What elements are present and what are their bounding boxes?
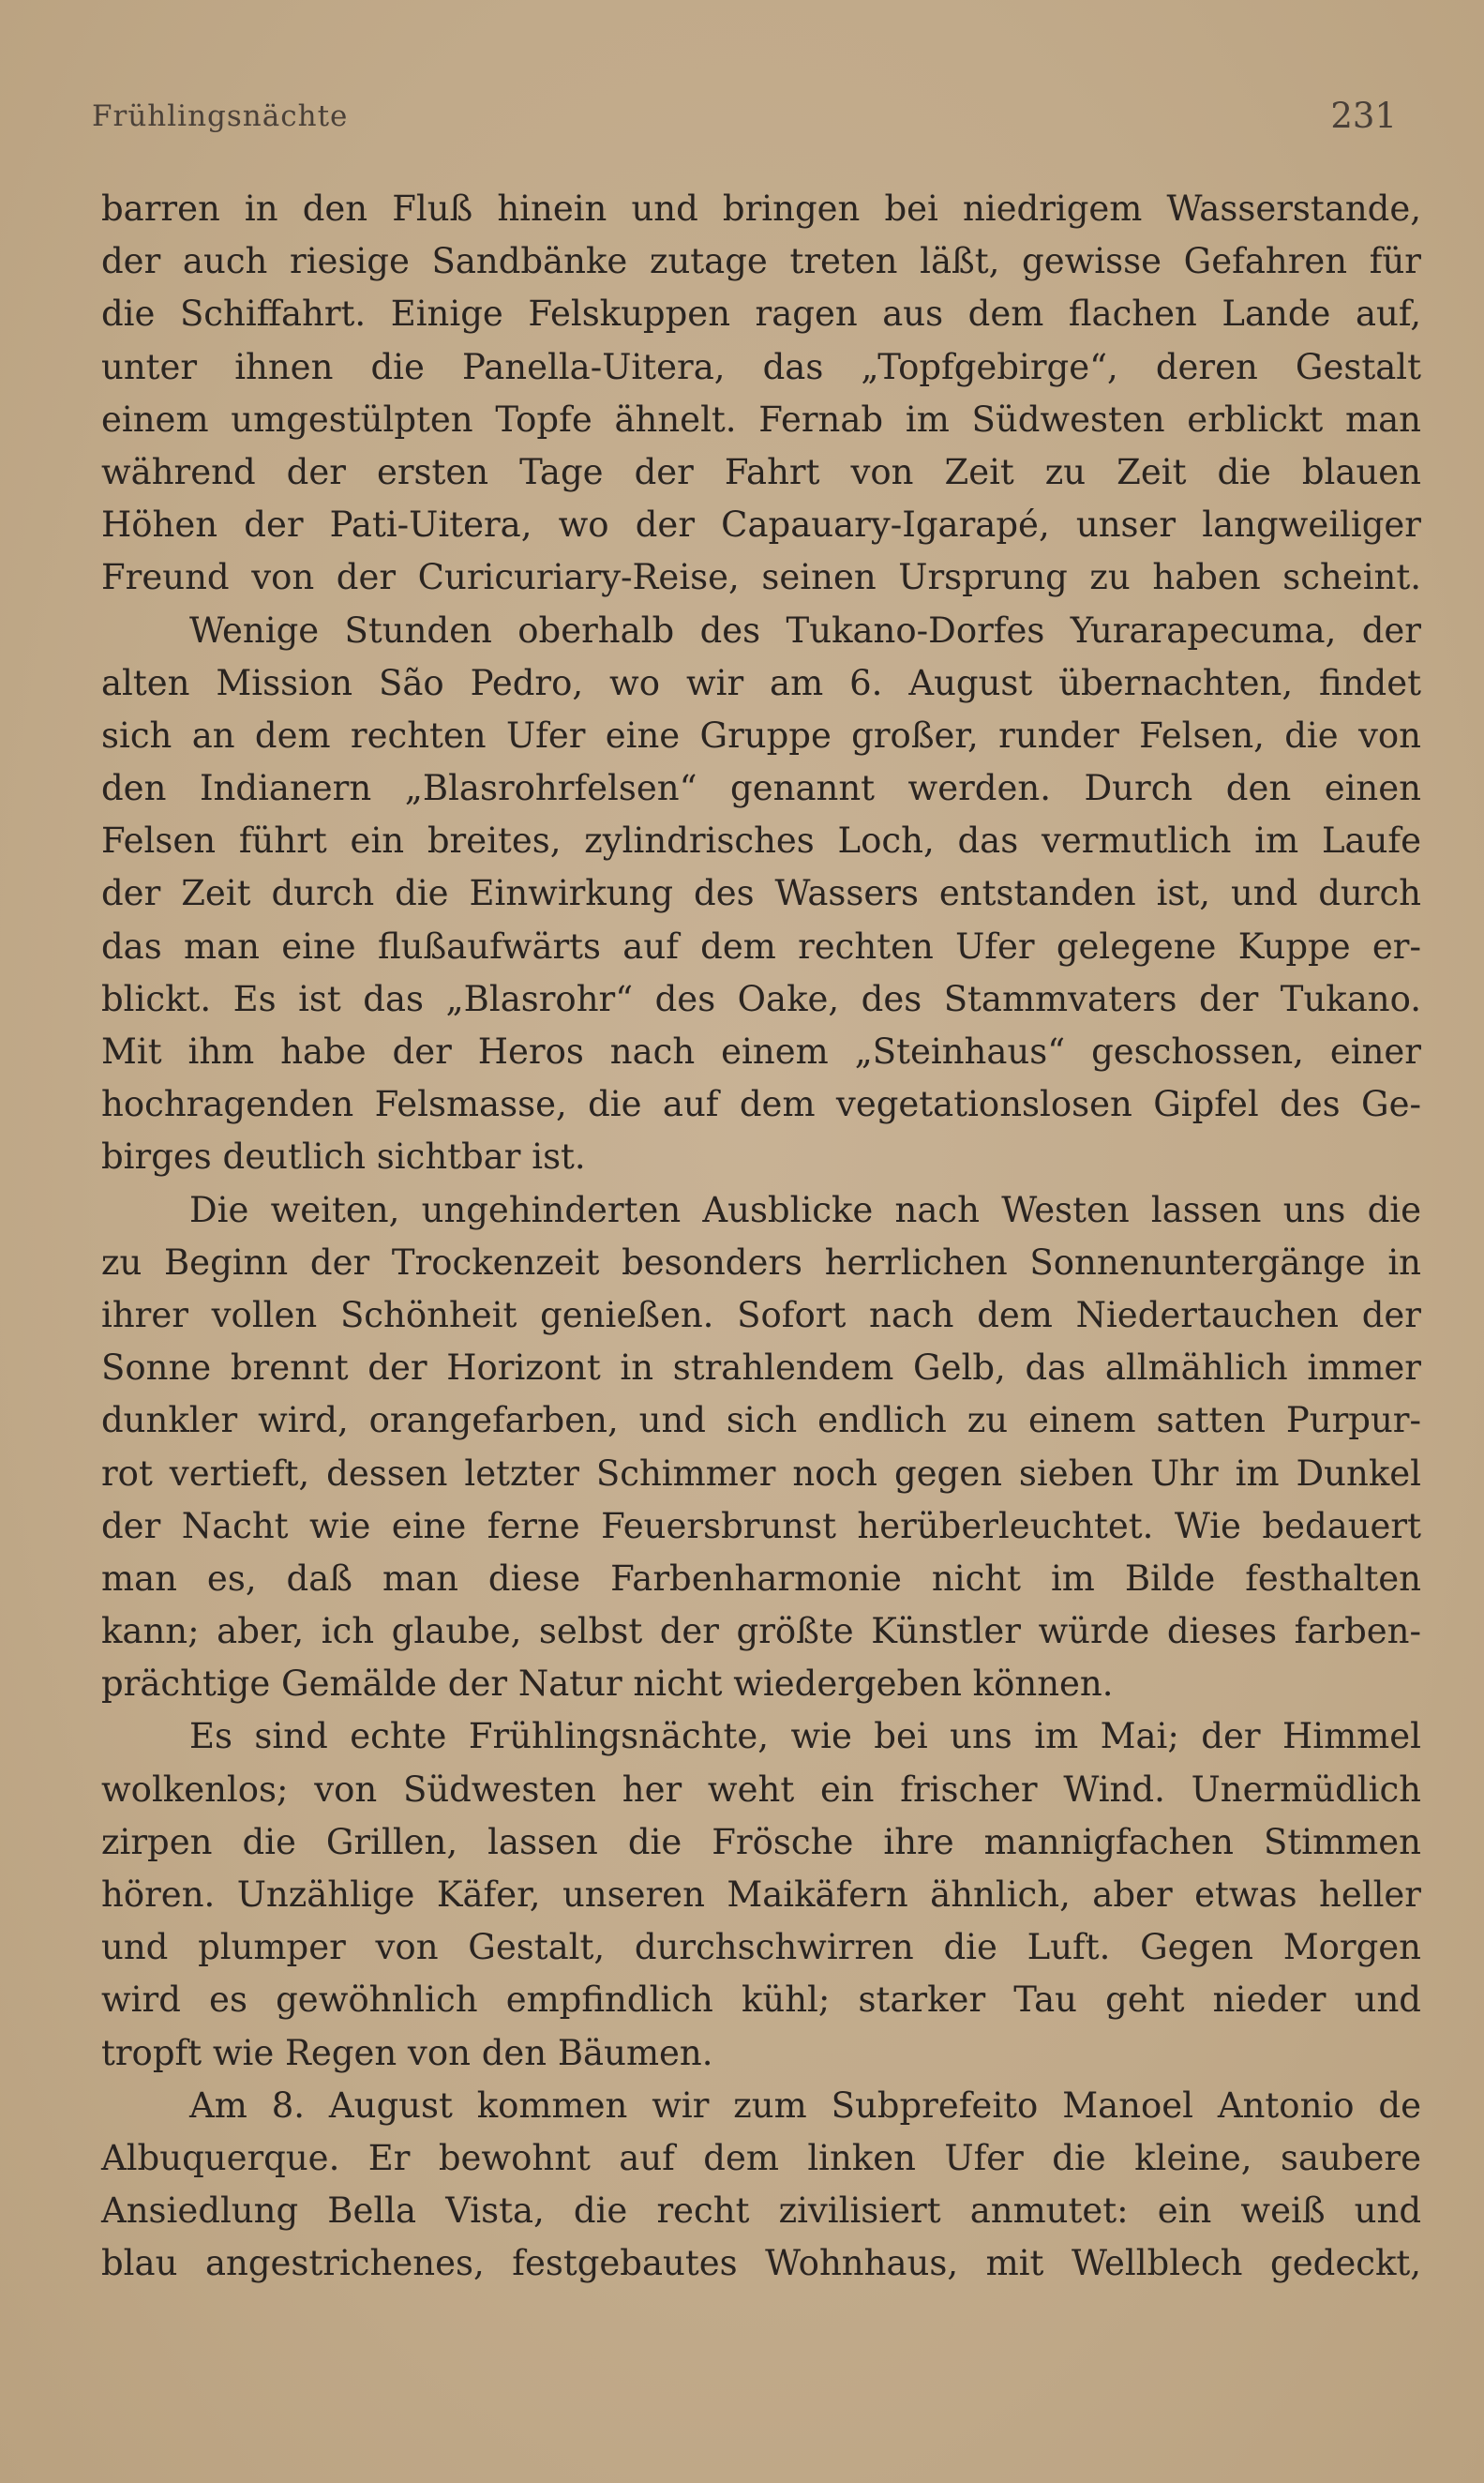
text-line: blau angestrichenes, festgebautes Wohnhaus, mit Wellblech gedeckt, xyxy=(101,2243,1421,2284)
text-line: Mit ihm habe der Heros nach einem „Steinhaus“ geschossen, einer xyxy=(101,1031,1421,1072)
text-line: Sonne brennt der Horizont in strahlendem Gelb, das allmählich immer xyxy=(101,1347,1421,1389)
text-line: ihrer vollen Schönheit genießen. Sofort nach dem Niedertauchen der xyxy=(101,1294,1421,1335)
text-line: kann; aber, ich glaube, selbst der größte Künstler würde dieses farben- xyxy=(101,1611,1421,1652)
running-head xyxy=(92,96,1397,143)
text-line: Freund von der Curicuriary-Reise, seinen Ursprung zu haben scheint. xyxy=(101,557,1421,598)
text-line: den Indianern „Blasrohrfelsen“ genannt werden. Durch den einen xyxy=(101,768,1421,809)
text-line: blickt. Es ist das „Blasrohr“ des Oake, des Stammvaters der Tukano. xyxy=(101,978,1421,1019)
text-line: und plumper von Gestalt, durchschwirren die Luft. Gegen Morgen xyxy=(101,1927,1421,1968)
text-line: sich an dem rechten Ufer eine Gruppe großer, runder Felsen, die von xyxy=(101,715,1421,756)
text-line: barren in den Fluß hinein und bringen bei niedrigem Wasserstande, xyxy=(101,188,1421,229)
text-line: Höhen der Pati-Uitera, wo der Capauary-Igarapé, unser langweiliger xyxy=(101,504,1421,546)
text-line: Die weiten, ungehinderten Ausblicke nach Westen lassen uns die xyxy=(189,1189,1421,1230)
text-line: zu Beginn der Trockenzeit besonders herrlichen Sonnenuntergänge in xyxy=(101,1242,1421,1283)
text-line: Am 8. August kommen wir zum Subprefeito Manoel Antonio de xyxy=(189,2084,1421,2126)
text-line: Felsen führt ein breites, zylindrisches Loch, das vermutlich im Laufe xyxy=(101,820,1421,862)
text-line: der Zeit durch die Einwirkung des Wassers entstanden ist, und durch xyxy=(101,873,1421,914)
text-line: einem umgestülpten Topfe ähnelt. Fernab im Südwesten erblickt man xyxy=(101,399,1421,440)
text-line: die Schiffahrt. Einige Felskuppen ragen aus dem flachen Lande auf, xyxy=(101,293,1421,335)
text-line: der Nacht wie eine ferne Feuersbrunst herüberleuchtet. Wie bedauert xyxy=(101,1505,1421,1546)
text-line: rot vertieft, dessen letzter Schimmer noch gegen sieben Uhr im Dunkel xyxy=(101,1452,1421,1494)
text-line: wolkenlos; von Südwesten her weht ein frischer Wind. Unermüdlich xyxy=(101,1768,1421,1810)
text-line: der auch riesige Sandbänke zutage treten läßt, gewisse Gefahren für xyxy=(101,241,1421,282)
text-line: prächtige Gemälde der Natur nicht wiedergeben können. xyxy=(101,1663,1114,1705)
text-line: tropft wie Regen von den Bäumen. xyxy=(101,2032,713,2073)
text-line: man es, daß man diese Farbenharmonie nicht im Bilde festhalten xyxy=(101,1558,1421,1599)
body-text xyxy=(101,183,1421,2291)
text-line: birges deutlich sichtbar ist. xyxy=(101,1136,586,1178)
text-line: das man eine flußaufwärts auf dem rechten Ufer gelegene Kuppe er- xyxy=(101,925,1421,967)
text-line: zirpen die Grillen, lassen die Frösche ihre mannigfachen Stimmen xyxy=(101,1821,1421,1862)
text-line: Wenige Stunden oberhalb des Tukano-Dorfes Yurarapecuma, der xyxy=(189,609,1421,651)
text-line: Albuquerque. Er bewohnt auf dem linken Ufer die kleine, saubere xyxy=(101,2137,1421,2178)
running-title: Frühlingsnächte xyxy=(92,99,349,133)
text-line: unter ihnen die Panella-Uitera, das „Topfgebirge“, deren Gestalt xyxy=(101,346,1421,387)
text-line: hochragenden Felsmasse, die auf dem vegetationslosen Gipfel des Ge- xyxy=(101,1084,1421,1125)
text-line: Ansiedlung Bella Vista, die recht zivilisiert anmutet: ein weiß und xyxy=(101,2190,1421,2232)
text-line: hören. Unzählige Käfer, unseren Maikäfern ähnlich, aber etwas heller xyxy=(101,1874,1421,1915)
text-line: wird es gewöhnlich empfindlich kühl; starker Tau geht nieder und xyxy=(101,1979,1421,2021)
page-number: 231 xyxy=(1330,96,1397,136)
text-line: Es sind echte Frühlingsnächte, wie bei uns im Mai; der Himmel xyxy=(189,1716,1421,1757)
text-line: während der ersten Tage der Fahrt von Zeit zu Zeit die blauen xyxy=(101,451,1421,492)
text-line: dunkler wird, orangefarben, und sich endlich zu einem satten Purpur- xyxy=(101,1400,1421,1441)
text-line: alten Mission São Pedro, wo wir am 6. August übernachten, findet xyxy=(101,662,1421,703)
